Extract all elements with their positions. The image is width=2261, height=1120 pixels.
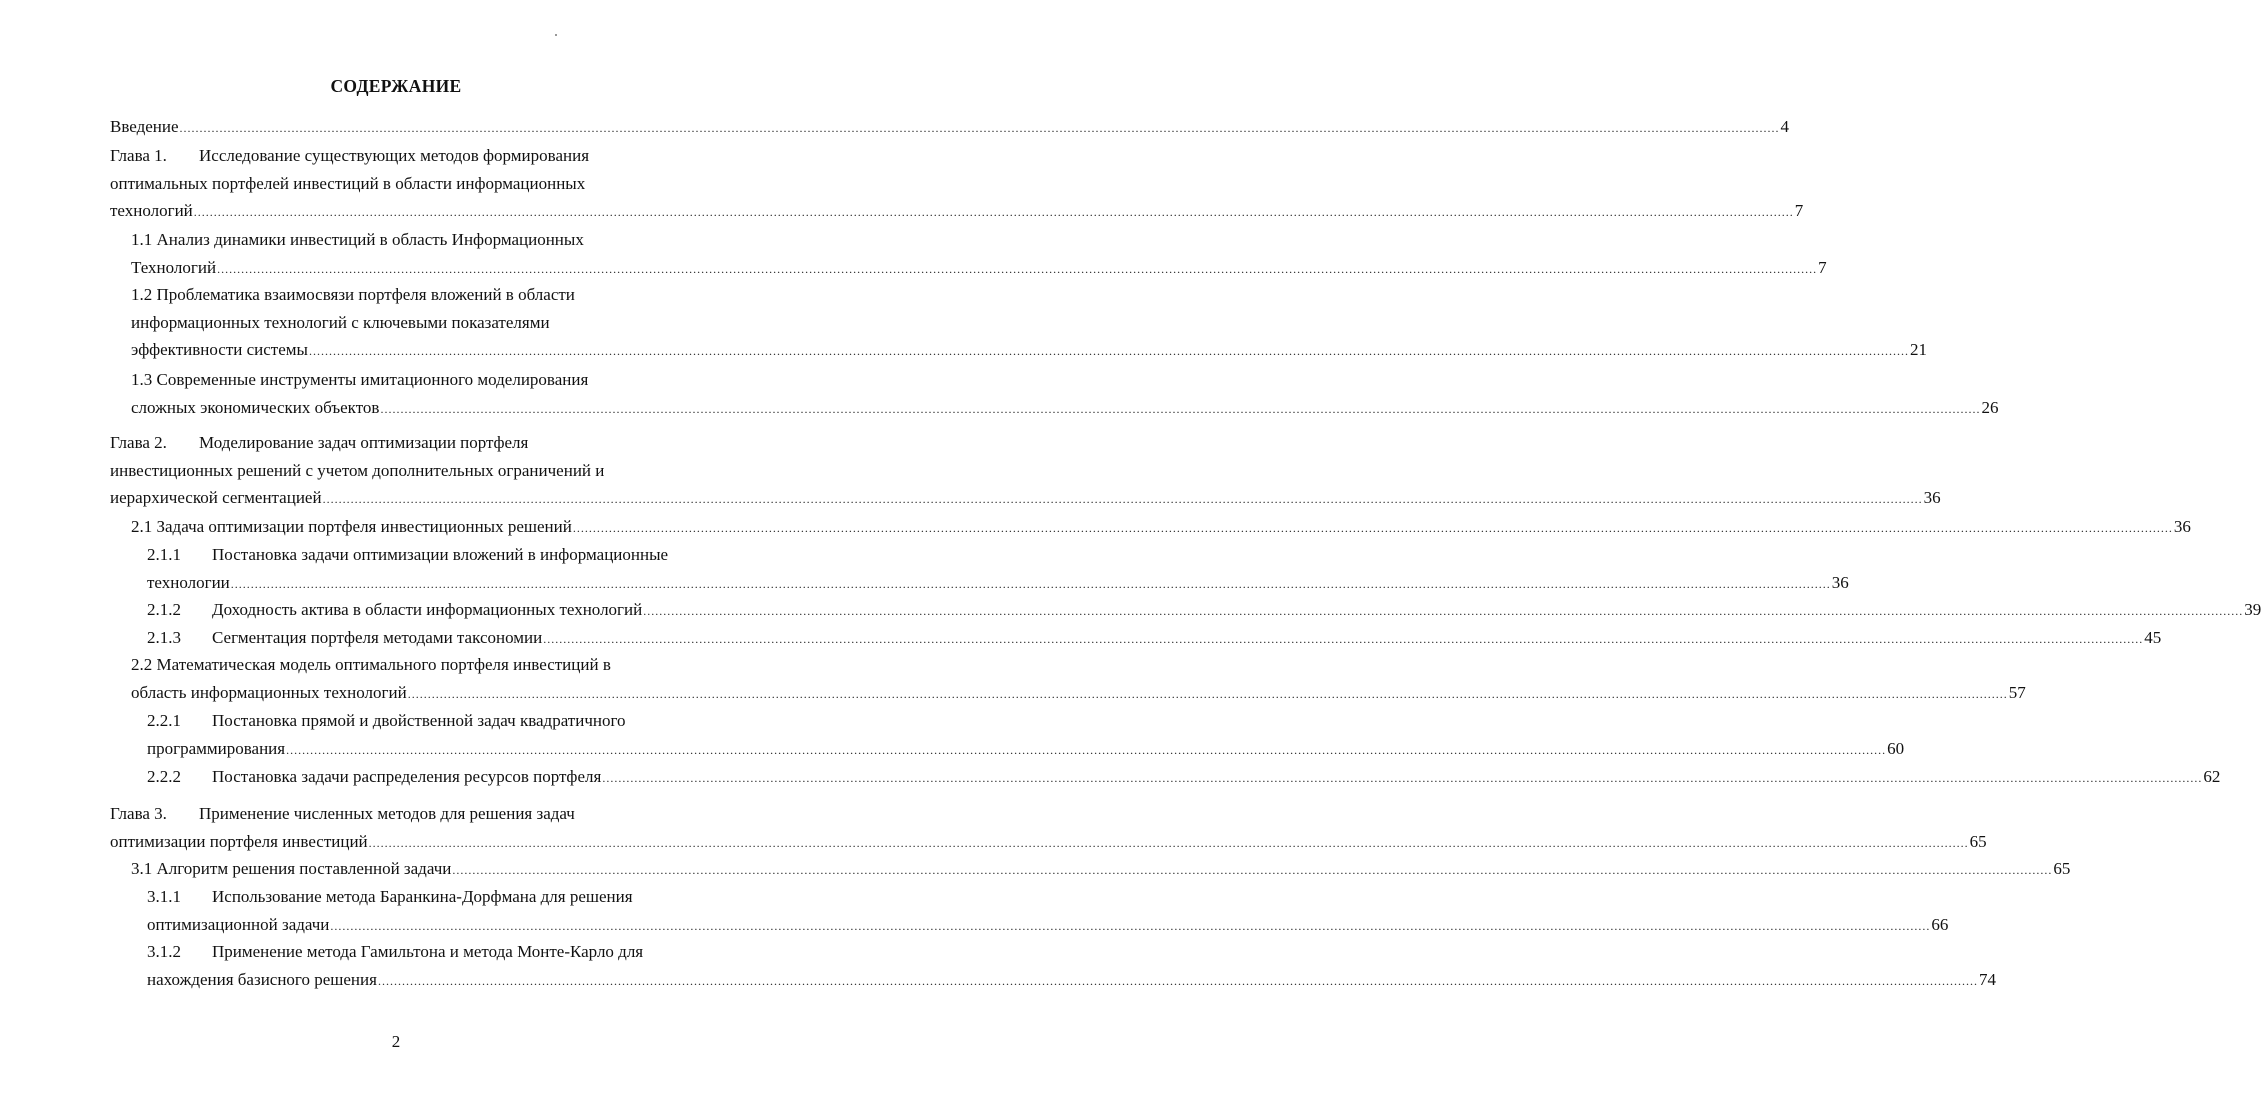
toc-entry-text-wrap: [110, 461, 604, 480]
toc-entry-text-wrap: [110, 146, 589, 165]
toc-entry-text-wrap: [110, 174, 585, 193]
toc-entry-text: 1.2 Проблематика взаимосвязи портфеля вложений в области: [131, 285, 575, 304]
toc-entry-number: 3.1.1: [147, 887, 181, 906]
toc-leader-dots: ................................................................................................................................................................................................................................................................................................................................................................................................................: [230, 576, 1831, 591]
toc-leader-dots: ................................................................................................................................................................................................................................................................................................................................................................................................................: [330, 918, 1931, 933]
toc-page-number: 65: [1969, 831, 1987, 851]
toc-entry-number: 2.1.2: [147, 600, 181, 619]
toc-entry-text-wrap: [131, 513, 572, 541]
toc-leader-dots: ................................................................................................................................................................................................................................................................................................................................................................................................................: [368, 835, 1969, 850]
toc-leader-dots: ................................................................................................................................................................................................................................................................................................................................................................................................................: [322, 492, 1923, 507]
toc-entry-text-wrap: [110, 197, 193, 225]
toc-page-number: 21: [1909, 340, 1927, 360]
toc-entry-text: 1.3 Современные инструменты имитационного моделирования: [131, 370, 589, 389]
toc-entry-line: [147, 938, 735, 966]
toc-entry-line: [110, 142, 735, 170]
toc-entry-text: область информационных технологий: [131, 682, 407, 702]
toc-entry-text-wrap: [131, 313, 550, 332]
toc-entry-text: Постановка задачи оптимизации вложений в информационные: [212, 545, 669, 564]
toc-entry-text-wrap: [110, 804, 575, 823]
toc-entry-line: [147, 569, 1849, 597]
page-number: 2: [391, 1032, 401, 1051]
toc-entry-text-wrap: [110, 484, 322, 512]
toc-entry-number: 2.2.1: [147, 711, 181, 730]
toc-entry-number: 2.1.1: [147, 545, 181, 564]
toc-entry-text: Доходность актива в области информационных технологий: [212, 600, 643, 619]
toc-entry-text-wrap: [110, 113, 179, 141]
toc-entry-text: Использование метода Баранкина-Дорфмана для решения: [212, 887, 633, 906]
toc-leader-dots: ................................................................................................................................................................................................................................................................................................................................................................................................................: [286, 742, 1887, 757]
toc-entry-text: Введение: [110, 117, 179, 136]
toc-entry-text: инвестиционных решений с учетом дополнительных ограничений и: [110, 460, 605, 480]
toc-entry-text-wrap: [147, 596, 642, 624]
toc-entry-text-wrap: [147, 942, 643, 961]
toc-entry-line: [110, 484, 1941, 512]
toc-page-number: 36: [1923, 488, 1941, 508]
toc-page-number: 7: [1818, 257, 1827, 277]
toc-entry-line: [147, 596, 2261, 624]
toc-entry-line: [147, 883, 735, 911]
toc-entry-text: эффективности системы: [131, 340, 308, 360]
toc-entry-line: [131, 254, 1827, 282]
toc-leader-dots: ................................................................................................................................................................................................................................................................................................................................................................................................................: [407, 686, 2008, 701]
toc-entry-line: [110, 800, 735, 828]
toc-entry-text-wrap: [131, 230, 584, 249]
toc-entry-text: Исследование существующих методов формирования: [199, 146, 590, 165]
toc-leader-dots: ................................................................................................................................................................................................................................................................................................................................................................................................................: [377, 973, 1978, 988]
toc-leader-dots: ................................................................................................................................................................................................................................................................................................................................................................................................................: [543, 632, 2144, 646]
toc-page-number: 45: [2144, 628, 2162, 647]
toc-entry-text-wrap: [110, 828, 368, 856]
toc-entry-line: [131, 394, 1999, 422]
toc-entry-text: технологии: [147, 572, 230, 592]
toc-entry-line: [131, 855, 2071, 883]
toc-entry-text: технологий: [110, 201, 193, 221]
toc-entry-number: Глава 3.: [110, 804, 167, 823]
toc-entry-text: 2.1 Задача оптимизации портфеля инвестиционных решений: [131, 517, 572, 536]
toc-entry-line: [147, 707, 735, 735]
toc-page-number: 60: [1887, 738, 1905, 758]
toc-leader-dots: ................................................................................................................................................................................................................................................................................................................................................................................................................: [380, 401, 1981, 416]
toc-entry-text-wrap: [131, 370, 588, 389]
toc-entry-text: Сегментация портфеля методами таксономии: [212, 628, 543, 647]
toc-entry-line: [147, 541, 735, 569]
toc-entry-line: [110, 429, 735, 457]
toc-entry-text: оптимальных портфелей инвестиций в области информационных: [110, 173, 586, 193]
toc-entry-line: [131, 651, 735, 679]
toc-entry-text-wrap: [147, 911, 329, 939]
toc-entry-line: [147, 763, 2221, 791]
toc-entry-number: Глава 1.: [110, 146, 167, 165]
toc-entry-line: [131, 281, 735, 309]
toc-entry-text-wrap: [131, 679, 407, 707]
toc-entry-line: [131, 679, 2026, 707]
toc-leader-dots: ................................................................................................................................................................................................................................................................................................................................................................................................................: [179, 121, 1780, 135]
toc-entry-line: [131, 309, 735, 337]
toc-entry-text-wrap: [110, 433, 528, 452]
toc-entry-line: [147, 966, 1996, 994]
toc-entry-text: Постановка прямой и двойственной задач квадратичного: [212, 711, 626, 730]
toc-entry-text-wrap: [147, 887, 633, 906]
toc-entry-line: [131, 366, 735, 394]
toc-entry-text-wrap: [131, 655, 611, 674]
toc-entry-number: 2.1.3: [147, 628, 181, 647]
toc-entry-line: [110, 113, 1790, 141]
toc-entry-text-wrap: [147, 735, 285, 763]
toc-entry-text: нахождения базисного решения: [147, 969, 377, 989]
toc-entry-text: 3.1 Алгоритм решения поставленной задачи: [131, 859, 452, 878]
toc-entry-number: Глава 2.: [110, 433, 167, 452]
toc-entry-number: 2.2.2: [147, 767, 181, 786]
toc-entry-text-wrap: [147, 545, 668, 564]
toc-leader-dots: ................................................................................................................................................................................................................................................................................................................................................................................................................: [602, 771, 2203, 785]
toc-entry-text-wrap: [147, 763, 601, 791]
toc-entry-line: [110, 170, 735, 198]
toc-entry-line: [147, 911, 1949, 939]
toc-entry-text: сложных экономических объектов: [131, 397, 380, 417]
toc-page-number: 57: [2008, 682, 2026, 702]
toc-entry-text-wrap: [147, 966, 377, 994]
toc-entry-number: 3.1.2: [147, 942, 181, 961]
toc-entry-text: иерархической сегментацией: [110, 488, 322, 508]
toc-entry-text-wrap: [131, 254, 216, 282]
toc-page-number: 62: [2203, 767, 2221, 786]
toc-entry-text: оптимизации портфеля инвестиций: [110, 831, 368, 851]
toc-entry-line: [131, 226, 735, 254]
toc-entry-text: Моделирование задач оптимизации портфеля: [199, 433, 529, 452]
toc-entry-text-wrap: [147, 569, 230, 597]
toc-leader-dots: ................................................................................................................................................................................................................................................................................................................................................................................................................: [452, 863, 2053, 877]
toc-leader-dots: ................................................................................................................................................................................................................................................................................................................................................................................................................: [643, 604, 2244, 618]
toc-entry-text-wrap: [147, 624, 542, 652]
toc-entry-text: Применение метода Гамильтона и метода Монте-Карло для: [212, 942, 644, 961]
toc-page-number: 26: [1981, 397, 1999, 417]
toc-entry-line: [110, 457, 735, 485]
toc-entry-line: [131, 513, 2191, 541]
toc-entry-line: [131, 336, 1927, 364]
page-title: СОДЕРЖАНИЕ: [330, 76, 462, 96]
toc-entry-text-wrap: [131, 394, 379, 422]
toc-entry-text: Технологий: [131, 257, 217, 277]
scan-speck: [555, 34, 557, 36]
toc-entry-text: 1.1 Анализ динамики инвестиций в область Информационных: [131, 230, 584, 249]
toc-page-number: 65: [2053, 859, 2071, 878]
toc-page-number: 4: [1780, 117, 1790, 136]
toc-page-number: 36: [2173, 517, 2191, 536]
toc-entry-text-wrap: [131, 855, 451, 883]
toc-page-number: 7: [1794, 201, 1804, 221]
toc-entry-text: программирования: [147, 738, 286, 758]
toc-page-number: 66: [1931, 914, 1949, 934]
toc-page-number: 39: [2244, 600, 2261, 619]
toc-entry-text: оптимизационной задачи: [147, 914, 330, 934]
toc-entry-line: [147, 735, 1905, 763]
toc-entry-text-wrap: [147, 711, 626, 730]
toc-entry-text: информационных технологий с ключевыми показателями: [131, 312, 550, 332]
toc-entry-line: [110, 828, 1987, 856]
toc-leader-dots: ................................................................................................................................................................................................................................................................................................................................................................................................................: [572, 521, 2173, 535]
toc-entry-line: [147, 624, 2162, 652]
toc-leader-dots: ................................................................................................................................................................................................................................................................................................................................................................................................................: [193, 205, 1794, 220]
toc-entry-line: [110, 197, 1804, 225]
toc-entry-text-wrap: [131, 336, 308, 364]
toc-page-number: 74: [1978, 969, 1996, 989]
toc-page-number: 36: [1831, 572, 1849, 592]
toc-entry-text: Постановка задачи распределения ресурсов портфеля: [212, 767, 602, 786]
toc-entry-text: 2.2 Математическая модель оптимального портфеля инвестиций в: [131, 655, 611, 674]
toc-leader-dots: ................................................................................................................................................................................................................................................................................................................................................................................................................: [308, 344, 1909, 359]
toc-leader-dots: ................................................................................................................................................................................................................................................................................................................................................................................................................: [217, 261, 1818, 276]
toc-entry-text-wrap: [131, 285, 575, 304]
toc-entry-text: Применение численных методов для решения задач: [199, 804, 575, 823]
